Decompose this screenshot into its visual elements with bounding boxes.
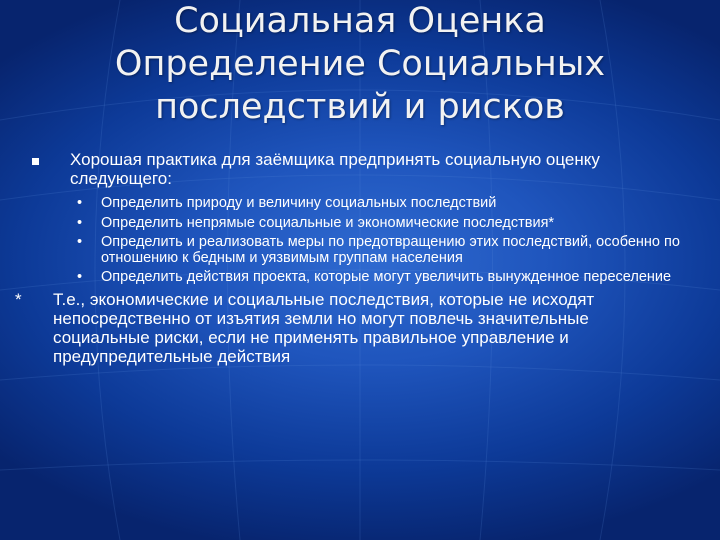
- footnote-marker: *: [15, 289, 22, 309]
- dot-bullet-icon: •: [77, 234, 83, 250]
- slide-body: [15, 150, 690, 366]
- sub-bullet-text: Определить непрямые социальные и экономические последствия*: [101, 214, 555, 231]
- title-line-1: Социальная Оценка: [174, 1, 546, 41]
- footnote-text: Т.е., экономические и социальные последствия, которые не исходят непосредственно от изъятия земли но могут повлечь значительные социальные риски, если не применять правильное управление и предупредительные действия: [53, 289, 595, 366]
- footnote: [15, 290, 690, 366]
- dot-bullet-icon: •: [77, 214, 83, 231]
- main-bullet: [32, 150, 690, 188]
- sub-bullet-item: [75, 196, 690, 212]
- slide-title: [40, 0, 680, 129]
- sub-bullet-item: [75, 235, 690, 266]
- dot-bullet-icon: •: [77, 195, 83, 211]
- sub-bullet-text: Определить природу и величину социальных последствий: [101, 195, 497, 211]
- sub-bullet-text: Определить действия проекта, которые могут увеличить вынужденное переселение: [101, 269, 672, 285]
- dot-bullet-icon: •: [77, 269, 83, 285]
- sub-bullet-item: [75, 270, 690, 286]
- sub-bullet-text: Определить и реализовать меры по предотвращению этих последствий, особенно по отношению к бедным и уязвимым группам населения: [101, 234, 680, 266]
- sub-bullet-list: [75, 196, 690, 286]
- title-line-3: последствий и рисков: [155, 87, 565, 127]
- square-bullet-icon: [32, 158, 39, 165]
- sub-bullet-item: [75, 216, 690, 232]
- main-bullet-text: Хорошая практика для заёмщика предпринять социальную оценку следующего:: [70, 150, 600, 188]
- title-line-2: Определение Социальных: [114, 44, 606, 84]
